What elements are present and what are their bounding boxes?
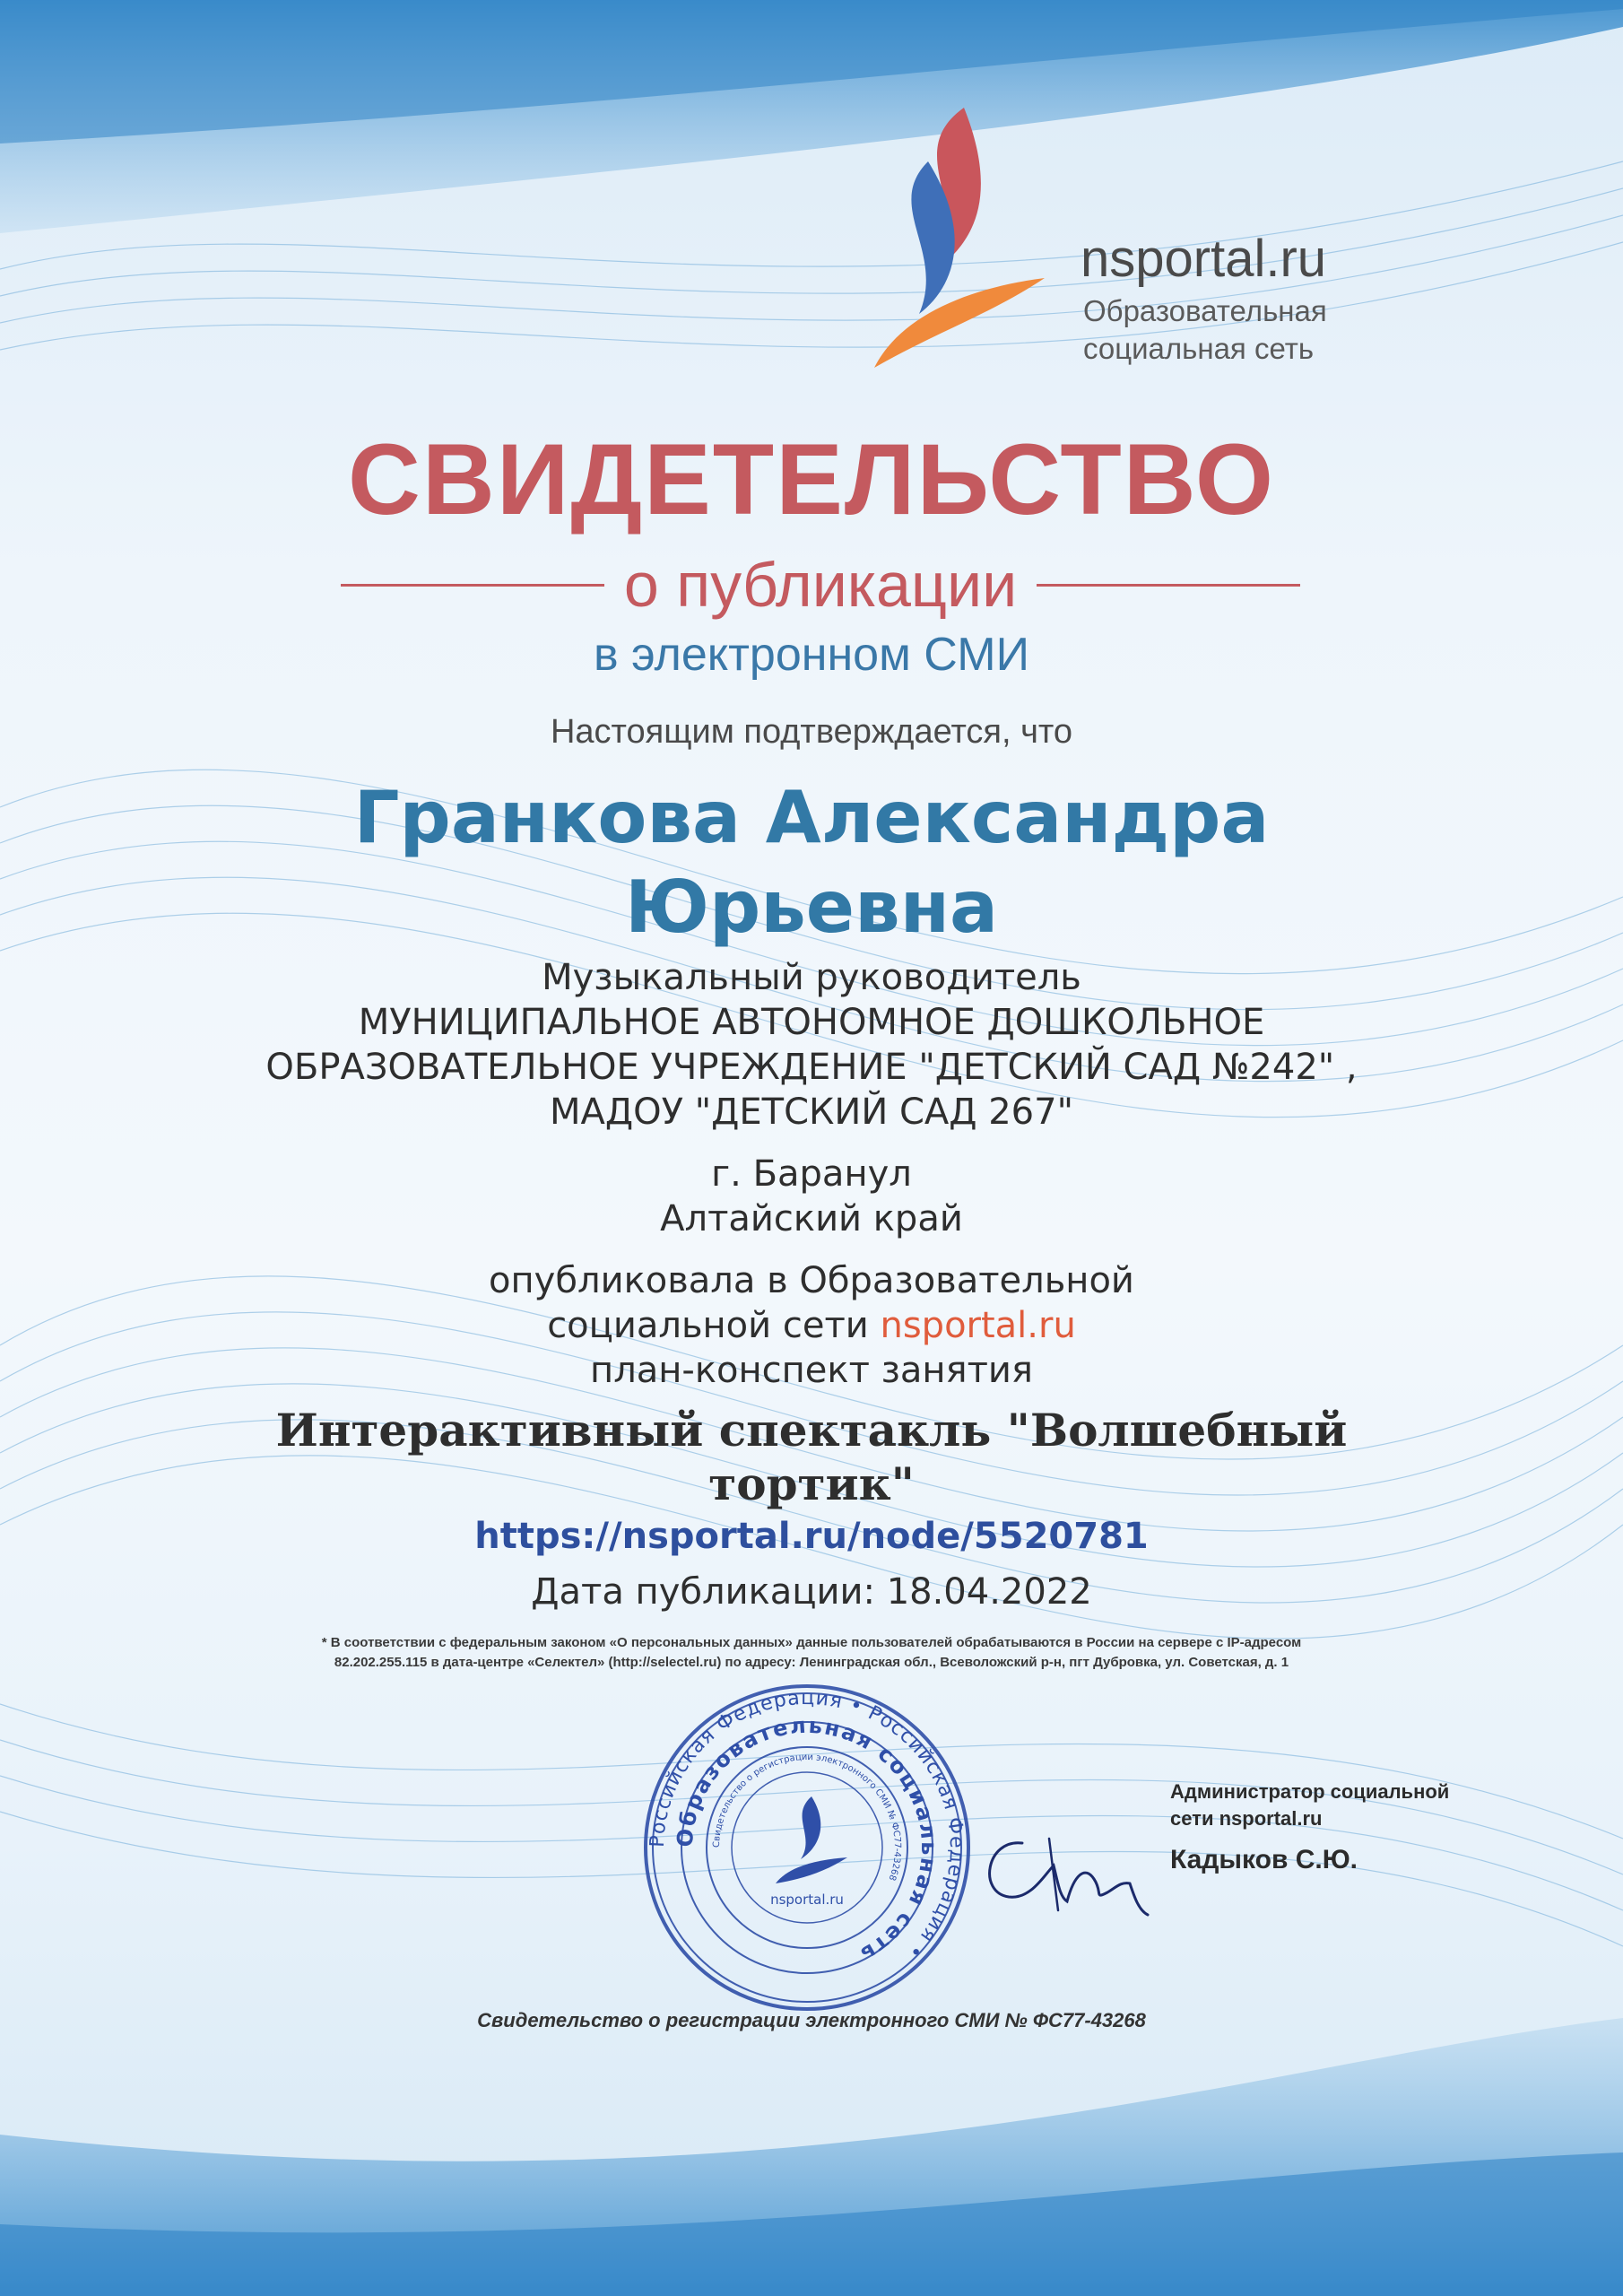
brand-tagline: Образовательная xyxy=(1083,294,1327,327)
stamp-flame-icon xyxy=(776,1796,847,1883)
recipient-patronymic: Юрьевна xyxy=(625,865,998,949)
footnote: * В соответствии с федеральным законом «О персональных данных» данные пользователей обрабатываются в России на сервере с IP-адресом xyxy=(321,1635,1302,1650)
publication-text: опубликовала в Образовательной xyxy=(489,1260,1134,1301)
publication-url[interactable]: https://nsportal.ru/node/5520781 xyxy=(474,1516,1149,1557)
stamp-center-label: nsportal.ru xyxy=(770,1892,844,1908)
admin-name: Кадыков С.Ю. xyxy=(1170,1845,1358,1874)
city: г. Баранул xyxy=(711,1153,912,1195)
footnote: 82.202.255.115 в дата-центре «Селектел» (http://selectel.ru) по адресу: Ленинградская обл., Всеволожский р-н, пгт Дубровка, ул. Советская, д. 1 xyxy=(334,1655,1289,1670)
publication-text xyxy=(0,1305,1623,1346)
admin-title: сети nsportal.ru xyxy=(1170,1807,1323,1830)
certificate-title: СВИДЕТЕЛЬСТВО xyxy=(348,423,1275,535)
confirm-text: Настоящим подтверждается, что xyxy=(550,713,1073,751)
organization-line: МАДОУ "ДЕТСКИЙ САД 267" xyxy=(550,1091,1073,1133)
recipient-position: Музыкальный руководитель xyxy=(542,957,1081,998)
brand-name: nsportal.ru xyxy=(1081,230,1327,288)
divider xyxy=(341,584,604,587)
stamp-outer-text: Российская Федерация • Российская Федерация • xyxy=(646,1686,968,1964)
signature xyxy=(959,1812,1166,1928)
publication-text-prefix: социальной сети xyxy=(547,1305,869,1346)
organization-line: МУНИЦИПАЛЬНОЕ АВТОНОМНОЕ ДОШКОЛЬНОЕ xyxy=(358,1002,1265,1043)
media-line: в электронном СМИ xyxy=(594,629,1029,681)
subtitle-row xyxy=(341,549,1300,621)
stamp-middle-text: Образовательная социальная сеть xyxy=(672,1712,942,1969)
work-title: тортик" xyxy=(708,1457,915,1510)
publication-type: план-конспект занятия xyxy=(590,1350,1033,1391)
divider xyxy=(1037,584,1300,587)
site-link[interactable]: nsportal.ru xyxy=(880,1305,1076,1346)
brand-tagline: социальная сеть xyxy=(1083,332,1315,365)
official-stamp xyxy=(641,1682,973,2013)
work-title: Интерактивный спектакль "Волшебный xyxy=(275,1404,1348,1457)
region: Алтайский край xyxy=(660,1198,963,1239)
organization-line: ОБРАЗОВАТЕЛЬНОЕ УЧРЕЖДЕНИЕ "ДЕТСКИЙ САД №242" , xyxy=(265,1047,1358,1088)
recipient-name: Гранкова Александра xyxy=(353,776,1270,859)
registration-note: Свидетельство о регистрации электронного СМИ № ФС77-43268 xyxy=(477,2009,1146,2031)
admin-title: Администратор социальной xyxy=(1170,1780,1450,1803)
stamp-inner-text: Свидетельство о регистрации электронного СМИ № ФС77-43268 xyxy=(711,1752,903,1883)
certificate-subtitle: о публикации xyxy=(623,550,1018,620)
flame-logo-icon xyxy=(865,99,1054,377)
publication-date: Дата публикации: 18.04.2022 xyxy=(531,1571,1092,1613)
